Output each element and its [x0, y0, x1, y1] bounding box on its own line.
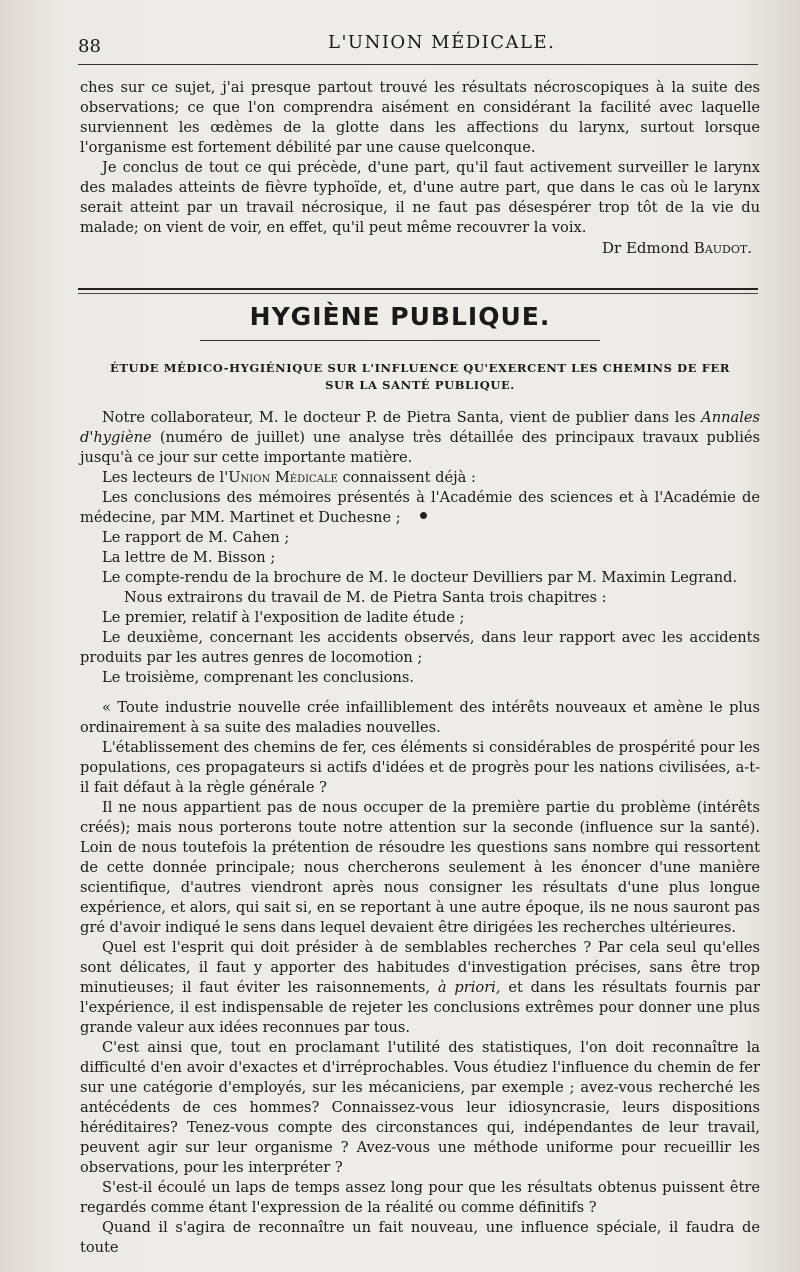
body-paragraph: « Toute industrie nouvelle crée infailliblement des intérêts nouveaux et amène le plus ordinairement à sa suite des maladies nouvelles.	[80, 699, 760, 736]
list-chapters	[80, 608, 760, 688]
intro-paragraph-2: Je conclus de tout ce qui précède, d'une part, qu'il faut activement surveiller le larynx des malades atteints de fièvre typhoïde, et, d'une autre part, que dans le cas où le larynx serait atteint par un travail nécrosique, il ne faut pas désespérer trop tôt de la vie du malade; on vient de voir, en effet, qu'il peut même recouvrer la voix.	[80, 159, 760, 236]
article-body	[80, 408, 760, 1258]
list-item: Le premier, relatif à l'exposition de ladite étude ;	[102, 609, 465, 626]
body-paragraph: S'est-il écoulé un laps de temps assez long pour que les résultats obtenus puissent être regardés comme étant l'expression de la réalité ou comme définitifs ?	[80, 1179, 760, 1216]
body-paragraph: Quel est l'esprit qui doit présider à de semblables recherches ? Par cela seul qu'elles sont délicates, il faut y apporter des habitudes d'investigation précises, sans être trop minutieuses; il faut éviter les raisonnements, à priori, et dans les résultats fournis par l'expérience, il est indispensable de rejeter les conclusions extrêmes pour donner une plus grande valeur aux idées reconnues par tous.	[80, 939, 760, 1036]
body-paragraph: Les lecteurs de l'Union Médicale connaissent déjà :	[102, 469, 476, 486]
ink-spot	[420, 512, 427, 519]
title-underline	[200, 340, 600, 341]
body-paragraph: Notre collaborateur, M. le docteur P. de Pietra Santa, vient de publier dans les Annales d'hygiène (numéro de juillet) une analyse très détaillée des principaux travaux publiés jusqu'à ce jour sur cette importante matière.	[80, 409, 760, 466]
body-paragraph: C'est ainsi que, tout en proclamant l'utilité des statistiques, l'on doit reconnaître la difficulté d'en avoir d'exactes et d'irréprochables. Vous étudiez l'influence du chemin de fer sur une catégorie d'employés, sur les mécaniciens, par exemple ; avez-vous recherché les antécédents de ces hommes? Connaissez-vous leur idiosyncrasie, leurs dispositions héréditaires? Tenez-vous compte des circonstances qui, indépendantes de leur travail, peuvent agir sur leur organisme ? Avez-vous une méthode uniforme pour recueillir les observations, pour les interpréter ?	[80, 1039, 760, 1176]
body-paragraph: Quand il s'agira de reconnaître un fait nouveau, une influence spéciale, il faudra de toute	[80, 1219, 760, 1256]
list-previous-works	[80, 488, 760, 588]
intro-paragraph-1: ches sur ce sujet, j'ai presque partout trouvé les résultats nécroscopiques à la suite des observations; ce que l'on comprendra aisément en considérant la facilité avec laquelle surviennent les œdèmes de la glotte dans les affections du larynx, surtout lorsque l'organisme est fortement débilité par une cause quelconque.	[80, 79, 760, 156]
body-paragraph: Il ne nous appartient pas de nous occuper de la première partie du problème (intérêts créés); mais nous porterons toute notre attention sur la seconde (influence sur la santé). Loin de nous toutefois la prétention de résoudre les questions sans nombre qui ressortent de cette donnée principale; nous chercherons seulement à les énoncer d'une manière scientifique, d'autres viendront après nous consigner les résultats d'une plus longue expérience, et alors, qui sait si, en se reportant à une autre époque, ils ne nous sauront pas gré d'avoir indiqué le sens dans lequel devaient être dirigées les recherches ultérieures.	[80, 799, 760, 936]
list-item: Le rapport de M. Cahen ;	[102, 529, 290, 546]
section-separator	[78, 288, 758, 290]
running-head: L'UNION MÉDICALE.	[328, 32, 556, 53]
author-signature: Dr Edmond Baudot.	[601, 239, 752, 257]
body-paragraph: Nous extrairons du travail de M. de Pietra Santa trois chapitres :	[124, 589, 607, 606]
list-item: Le compte-rendu de la brochure de M. le docteur Devilliers par M. Maximin Legrand.	[102, 569, 738, 586]
article-subtitle: ÉTUDE MÉDICO-HYGIÉNIQUE SUR L'INFLUENCE QU'EXERCENT LES CHEMINS DE FER SUR LA SANTÉ PUBLIQUE.	[110, 361, 730, 392]
list-item: Le troisième, comprenant les conclusions.	[102, 669, 415, 686]
page-header	[78, 30, 758, 60]
list-item: La lettre de M. Bisson ;	[102, 549, 276, 566]
list-item: Le deuxième, concernant les accidents observés, dans leur rapport avec les accidents produits par les autres genres de locomotion ;	[80, 629, 760, 666]
section-title: HYGIÈNE PUBLIQUE.	[249, 302, 551, 331]
list-item: Les conclusions des mémoires présentés à l'Académie des sciences et à l'Académie de médecine, par MM. Martinet et Duchesne ;	[80, 489, 760, 526]
intro-section	[80, 78, 760, 258]
page-number: 88	[78, 36, 101, 57]
header-rule	[78, 64, 758, 65]
body-paragraph: L'établissement des chemins de fer, ces éléments si considérables de prospérité pour les populations, ces propagateurs si actifs d'idées et de progrès pour les nations civilisées, a-t-il fait défaut à la règle générale ?	[80, 739, 760, 796]
section-separator-thin	[78, 293, 758, 294]
